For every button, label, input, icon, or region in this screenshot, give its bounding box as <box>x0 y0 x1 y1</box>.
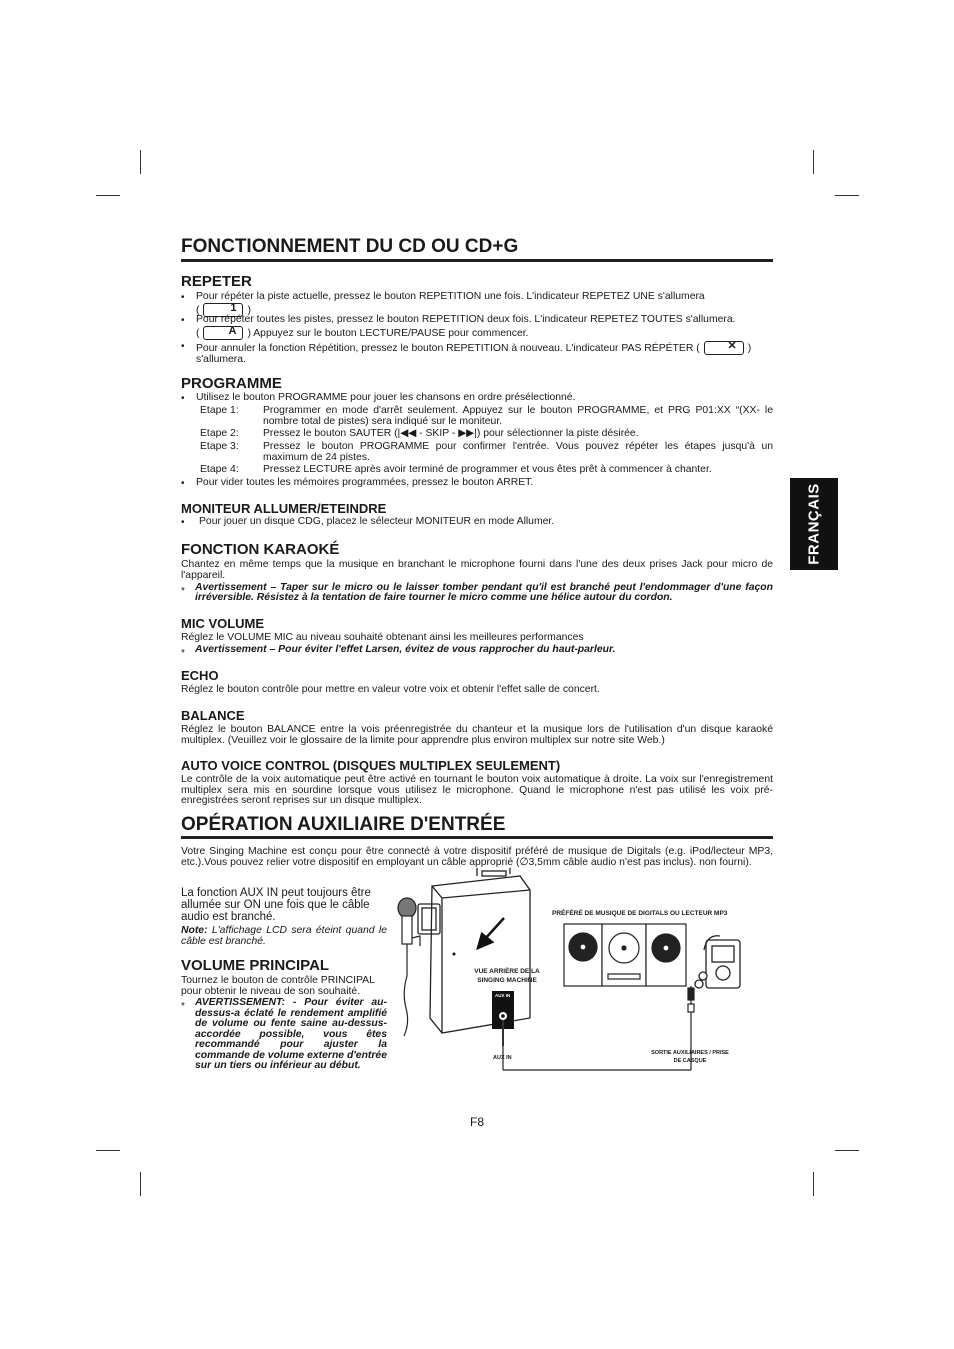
bullet-dot: • <box>181 393 185 404</box>
mp3-player-icon <box>695 936 740 988</box>
avc-heading: AUTO VOICE CONTROL (DISQUES MULTIPLEX SEULEMENT) <box>181 758 561 773</box>
bullet-dot: • <box>181 478 185 489</box>
programme-intro: Utilisez le bouton PROGRAMME pour jouer les chansons en ordre présélectionné. <box>196 392 576 403</box>
moniteur-heading: MONITEUR ALLUMER/ETEINDRE <box>181 501 387 516</box>
crop-mark <box>813 150 814 174</box>
bullet-dot: • <box>181 341 185 352</box>
repeter-heading: REPETER <box>181 273 252 290</box>
title-rule <box>181 836 773 839</box>
mic-heading: MIC VOLUME <box>181 616 265 631</box>
repeter-bullet-1: Pour répéter la piste actuelle, pressez le bouton REPETITION une fois. L'indicateur REPETEZ UNE s'allumera ( 1 ) <box>196 291 705 316</box>
volume-text: Tournez le bouton de contrôle PRINCIPAL pour obtenir le niveau de son souhaité. <box>181 975 375 997</box>
warning-asterisk: * <box>181 1001 185 1012</box>
crop-mark <box>140 150 141 174</box>
crop-mark <box>140 1172 141 1196</box>
warning-asterisk: * <box>181 648 185 659</box>
bullet-dot: • <box>181 292 185 303</box>
step-text: Pressez LECTURE après avoir terminé de programmer et vous êtes prêt à commencer à chanter. <box>263 464 712 475</box>
moniteur-text: Pour jouer un disque CDG, placez le sélecteur MONITEUR en mode Allumer. <box>199 516 555 527</box>
karaoke-text: Chantez en même temps que la musique en branchant le microphone fourni dans l'une des deux prises Jack pour micro de l'appareil. <box>181 559 773 581</box>
repeter-bullet-2: Pour répéter toutes les pistes, pressez le bouton REPETITION deux fois. L'indicateur REPETEZ TOUTES s'allumera. ( A ) Appuyez sur le bouton LECTURE/PAUSE pour commencer. <box>196 314 736 339</box>
programme-heading: PROGRAMME <box>181 375 282 392</box>
mic-warning: Avertissement – Pour éviter l'effet Larsen, évitez de vous rapprocher du haut-parleur. <box>195 644 616 655</box>
step-label: Etape 4: <box>200 464 239 475</box>
echo-text: Réglez le bouton contrôle pour mettre en valeur votre voix et obtenir l'effet salle de concert. <box>181 684 600 695</box>
volume-warning: AVERTISSEMENT: - Pour éviter au-dessus-a éclaté le rendement amplifié de volume ou fente saine au-dessus-accordée possible, vous êtes recommandé pour ajuster la commande de volume externe d'entrée sur un tiers ou inférieur au début. <box>195 997 387 1071</box>
language-tab <box>790 478 838 570</box>
led-dot <box>453 953 456 956</box>
microphone-icon <box>398 898 420 1036</box>
diagram-label-auxin: AUX IN <box>493 1055 512 1061</box>
step-label: Etape 3: <box>200 441 239 452</box>
repeat-all-icon: A <box>203 326 243 340</box>
echo-heading: ECHO <box>181 668 219 683</box>
crop-mark <box>96 195 120 196</box>
title-rule <box>181 259 773 262</box>
balance-heading: BALANCE <box>181 708 245 723</box>
step-text: Pressez le bouton PROGRAMME pour confirmer l'entrée. Vous pouvez répéter les étapes jusqu'à un maximum de 24 pistes. <box>263 441 773 463</box>
diagram-label-sortie: SORTIE AUXILIAIRES / PRISE DE CASQUE <box>651 1050 729 1064</box>
diagram-label-rear: VUE ARRIÈRE DE LA SINGING MACHINE <box>474 968 540 984</box>
bullet-dot: • <box>181 517 185 528</box>
karaoke-heading: FONCTION KARAOKÉ <box>181 541 340 558</box>
crop-mark <box>835 195 859 196</box>
step-text: Programmer en mode d'arrêt seulement. Appuyez sur le bouton PROGRAMME, et PRG P01:XX “(XX- le nombre total de pistes) sera indiqué sur le moniteur. <box>263 405 773 427</box>
repeat-off-icon: ✕ <box>704 341 744 355</box>
volume-heading: VOLUME PRINCIPAL <box>181 957 330 974</box>
crop-mark <box>835 1150 859 1151</box>
repeat-one-icon: 1 <box>203 303 243 317</box>
step-label: Etape 1: <box>200 405 239 416</box>
music-device-stack <box>564 924 686 986</box>
step-label: Etape 2: <box>200 428 239 439</box>
repeter-bullet-3: Pour annuler la fonction Répétition, pressez le bouton REPETITION à nouveau. L'indicateur PAS RÉPÉTER ( ✕ ) s'allumera. <box>196 340 752 365</box>
step-text: Pressez le bouton SAUTER (|◀◀ - SKIP - ▶▶|) pour sélectionner la piste désirée. <box>263 428 639 439</box>
language-tab-label: FRANÇAIS <box>805 483 823 565</box>
warning-asterisk: * <box>181 586 185 597</box>
diagram-label-auxin-port: AUX IN <box>495 993 511 998</box>
karaoke-warning: Avertissement – Taper sur le micro ou le laisser tomber pendant qu'il est branché peut l'endommager d'une façon irréversible. Résistez à la tentation de faire tourner le micro comme une hélice autour du cordon. <box>195 582 773 603</box>
arrow-indicator <box>478 918 504 948</box>
bullet-dot: • <box>181 315 185 326</box>
avc-text: Le contrôle de la voix automatique peut être activé en tournant le bouton voix automatique à droite. La voix sur l'enregistrement multiplex sera mis en sourdine lorsque vous utilisez le microphone. Quand le microphone n'est pas utilisé les voix pré-enregistrées seront reprises sur un disque multiplex. <box>181 774 773 806</box>
programme-outro: Pour vider toutes les mémoires programmées, pressez le bouton ARRET. <box>196 477 534 488</box>
aux-text: La fonction AUX IN peut toujours être allumée sur ON une fois que le câble audio est branché. <box>181 887 371 923</box>
crop-mark <box>96 1150 120 1151</box>
section2-title: OPÉRATION AUXILIAIRE D'ENTRÉE <box>181 814 506 835</box>
section-title: FONCTIONNEMENT DU CD OU CD+G <box>181 236 519 257</box>
aux-note: Note: L'affichage LCD sera éteint quand le câble est branché. <box>181 925 387 947</box>
mic-text: Réglez le VOLUME MIC au niveau souhaité obtenant ainsi les meilleures performances <box>181 632 584 643</box>
aux-intro: Votre Singing Machine est conçu pour être connecté à votre dispositif préféré de musique de Digitals (e.g. iPod/lecteur MP3, etc.).Vous pouvez relier votre dispositif en employant un câble approprié (∅3,5mm câble audio n'est pas inclus). non fourni). <box>181 846 773 868</box>
page-number: F8 <box>470 1115 485 1129</box>
diagram-label-device: PRÉFÉRÉ DE MUSIQUE DE DIGITALS OU LECTEUR MP3 <box>552 910 728 917</box>
crop-mark <box>813 1172 814 1196</box>
balance-text: Réglez le bouton BALANCE entre la vois préenregistrée du chanteur et la musique lors de l'utilisation d'un disque karaoké multiplex. (Veuillez voir le glossaire de la limite pour apprendre plus environ multiplex sur notre site Web.) <box>181 724 773 746</box>
